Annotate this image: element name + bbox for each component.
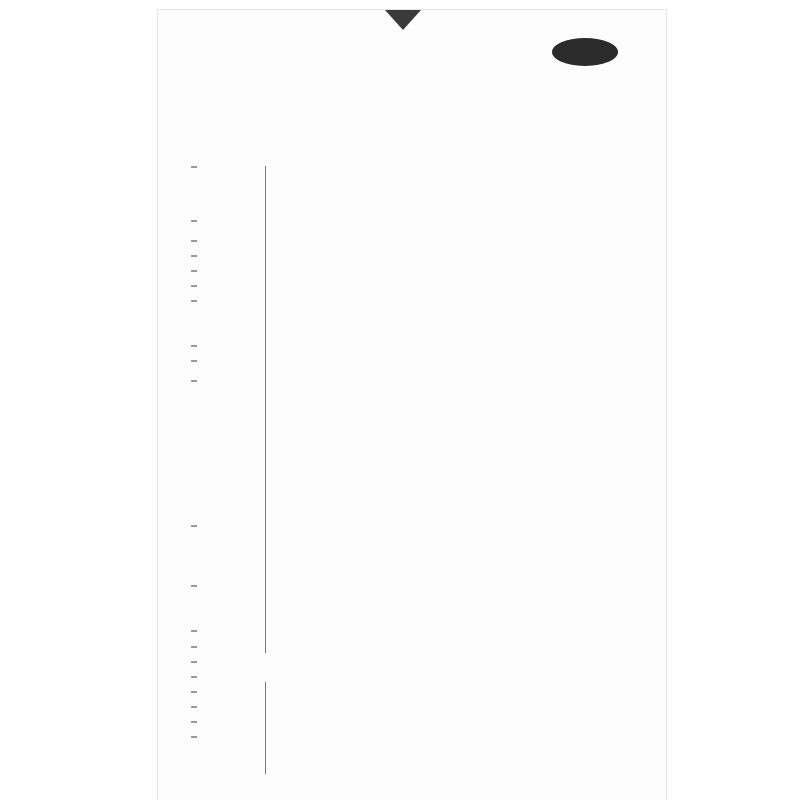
character-label: [191, 240, 197, 242]
standard-label: [191, 676, 197, 678]
otc-badge: [552, 38, 618, 66]
usage-label: [191, 300, 197, 302]
spec-label: [191, 285, 197, 287]
indication-label: [191, 270, 197, 272]
label-divider: [265, 166, 266, 653]
reg-address-label: [191, 736, 197, 738]
interactions-label: [191, 525, 197, 527]
revision-label: [191, 706, 197, 708]
category-label: [191, 255, 197, 257]
label-divider-lower: [265, 682, 266, 774]
drug-name-header: [191, 166, 197, 168]
pharmacology-label: [191, 585, 197, 587]
adverse-label: [191, 345, 197, 347]
approval-label: [191, 691, 197, 693]
fold-notch: [385, 10, 421, 30]
leaflet-paper: [158, 10, 666, 800]
composition-label: [191, 220, 197, 222]
precautions-label: [191, 380, 197, 382]
package-label: [191, 646, 197, 648]
storage-label: [191, 630, 197, 632]
contraindication-label: [191, 360, 197, 362]
validity-label: [191, 661, 197, 663]
holder-label: [191, 721, 197, 723]
